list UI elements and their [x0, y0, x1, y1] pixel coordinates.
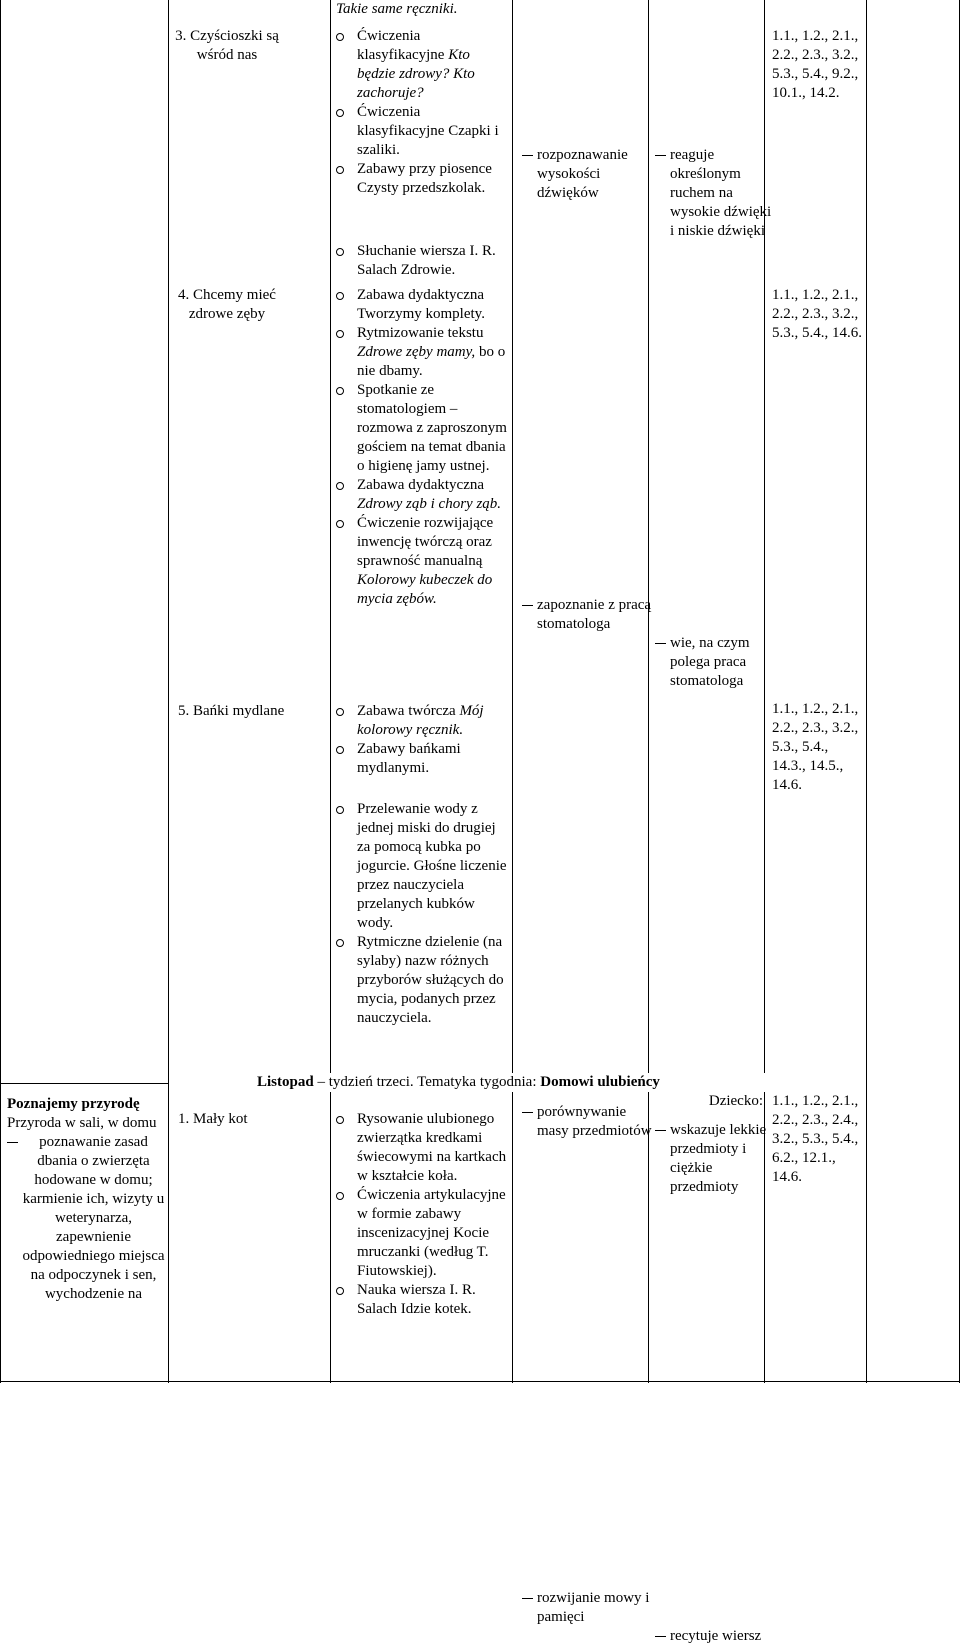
grid-line	[0, 1381, 960, 1382]
row3-goal: rozpoznawanie wysokości dźwięków	[522, 146, 657, 203]
grid-line	[0, 0, 1, 1383]
row3-outcome: reaguje określonym ruchem na wysokie dźwięki i niskie dźwięki	[655, 146, 775, 241]
row5-codes: 1.1., 1.2., 2.1., 2.2., 2.3., 3.2., 5.3., 5.4., 14.3., 14.5., 14.6.	[772, 701, 859, 793]
week-header: Listopad – tydzień trzeci. Tematyka tygodnia: Domowi ulubieńcy	[257, 1073, 777, 1092]
row4-outcome: wie, na czym polega praca stomatologa	[655, 634, 775, 691]
row5-outcome: wskazuje lekkie przedmioty i ciężkie przedmioty	[655, 1121, 775, 1197]
child-label: Dziecko:	[708, 1093, 763, 1109]
section-description: poznawanie zasad dbania o zwierzęta hodowane w domu; karmienie ich, wizyty u weterynarza, zapewnienie odpowiedniego miejsca na odpoczynek i sen, wychodzenie na	[7, 1133, 165, 1304]
grid-line	[0, 1083, 168, 1084]
list-item: Ćwiczenia klasyfikacyjne Kto będzie zdrowy? Kto zachoruje?	[332, 27, 510, 103]
row5-activities-a	[332, 702, 510, 778]
list-item: Nauka wiersza I. R. Salach Idzie kotek.	[332, 1281, 510, 1319]
list-item: Zabawy bańkami mydlanymi.	[332, 740, 510, 778]
row4-codes: 1.1., 1.2., 2.1., 2.2., 2.3., 3.2., 5.3., 5.4., 14.6.	[772, 287, 862, 341]
row3-activities	[332, 27, 510, 198]
section-block	[7, 1095, 165, 1304]
list-item: Ćwiczenia klasyfikacyjne Czapki i szaliki.	[332, 103, 510, 160]
grid-line	[168, 0, 169, 1383]
row3-codes: 1.1., 1.2., 2.1., 2.2., 2.3., 3.2., 5.3., 5.4., 9.2., 10.1., 14.2.	[772, 28, 859, 101]
list-item: Zabawa dydaktyczna Zdrowy ząb i chory ząb.	[332, 476, 510, 514]
list-item: Zabawa dydaktyczna Tworzymy komplety.	[332, 286, 510, 324]
grid-line	[512, 0, 513, 1383]
row3-topic: 3. Czyścioszki są wśród nas	[175, 28, 279, 63]
list-item: Przelewanie wody z jednej miski do drugiej za pomocą kubka po jogurcie. Głośne liczenie przez nauczyciela przelanych kubków wody.	[332, 800, 510, 933]
grid-line	[648, 0, 649, 1383]
row5-topic: 5. Bańki mydlane	[178, 703, 285, 719]
row1-goal: rozwijanie mowy i pamięci	[522, 1589, 657, 1627]
list-item: Słuchanie wiersza I. R. Salach Zdrowie.	[332, 242, 510, 280]
list-item: Ćwiczenie rozwijające inwencję twórczą oraz sprawność manualną Kolorowy kubeczek do mycia zębów.	[332, 514, 510, 609]
list-item: Rysowanie ulubionego zwierzątka kredkami świecowymi na kartkach w kształcie koła.	[332, 1110, 510, 1186]
row1-outcome: recytuje wiersz	[655, 1627, 775, 1646]
row1-activities	[332, 1110, 510, 1319]
top-fragment: Takie same ręczniki.	[336, 1, 458, 17]
list-item: Rytmiczne dzielenie (na sylaby) nazw różnych przyborów służących do mycia, podanych przez nauczyciela.	[332, 933, 510, 1028]
grid-line	[330, 0, 331, 1383]
section-subtitle: Przyroda w sali, w domu	[7, 1115, 157, 1131]
row5-goal: porównywanie masy przedmiotów	[522, 1103, 657, 1141]
row4-goal: zapoznanie z pracą stomatologa	[522, 596, 657, 634]
row1-codes: 1.1., 1.2., 2.1., 2.2., 2.3., 2.4., 3.2., 5.3., 5.4., 6.2., 12.1., 14.6.	[772, 1093, 859, 1185]
row4-activities	[332, 242, 510, 609]
list-item: Spotkanie ze stomatologiem – rozmowa z zaproszonym gościem na temat dbania o higienę jamy ustnej.	[332, 381, 510, 476]
row1-topic: 1. Mały kot	[178, 1111, 248, 1127]
list-item: Zabawy przy piosence Czysty przedszkolak.	[332, 160, 510, 198]
list-item: Ćwiczenia artykulacyjne w formie zabawy inscenizacyjnej Kocie mruczanki (według T. Fiutowskiej).	[332, 1186, 510, 1281]
row4-topic: 4. Chcemy mieć zdrowe zęby	[178, 287, 276, 322]
row5-activities-b	[332, 800, 510, 1028]
list-item: Rytmizowanie tekstu Zdrowe zęby mamy, bo o nie dbamy.	[332, 324, 510, 381]
section-title: Poznajemy przyrodę	[7, 1096, 140, 1112]
list-item: Zabawa twórcza Mój kolorowy ręcznik.	[332, 702, 510, 740]
grid-line	[866, 0, 867, 1383]
